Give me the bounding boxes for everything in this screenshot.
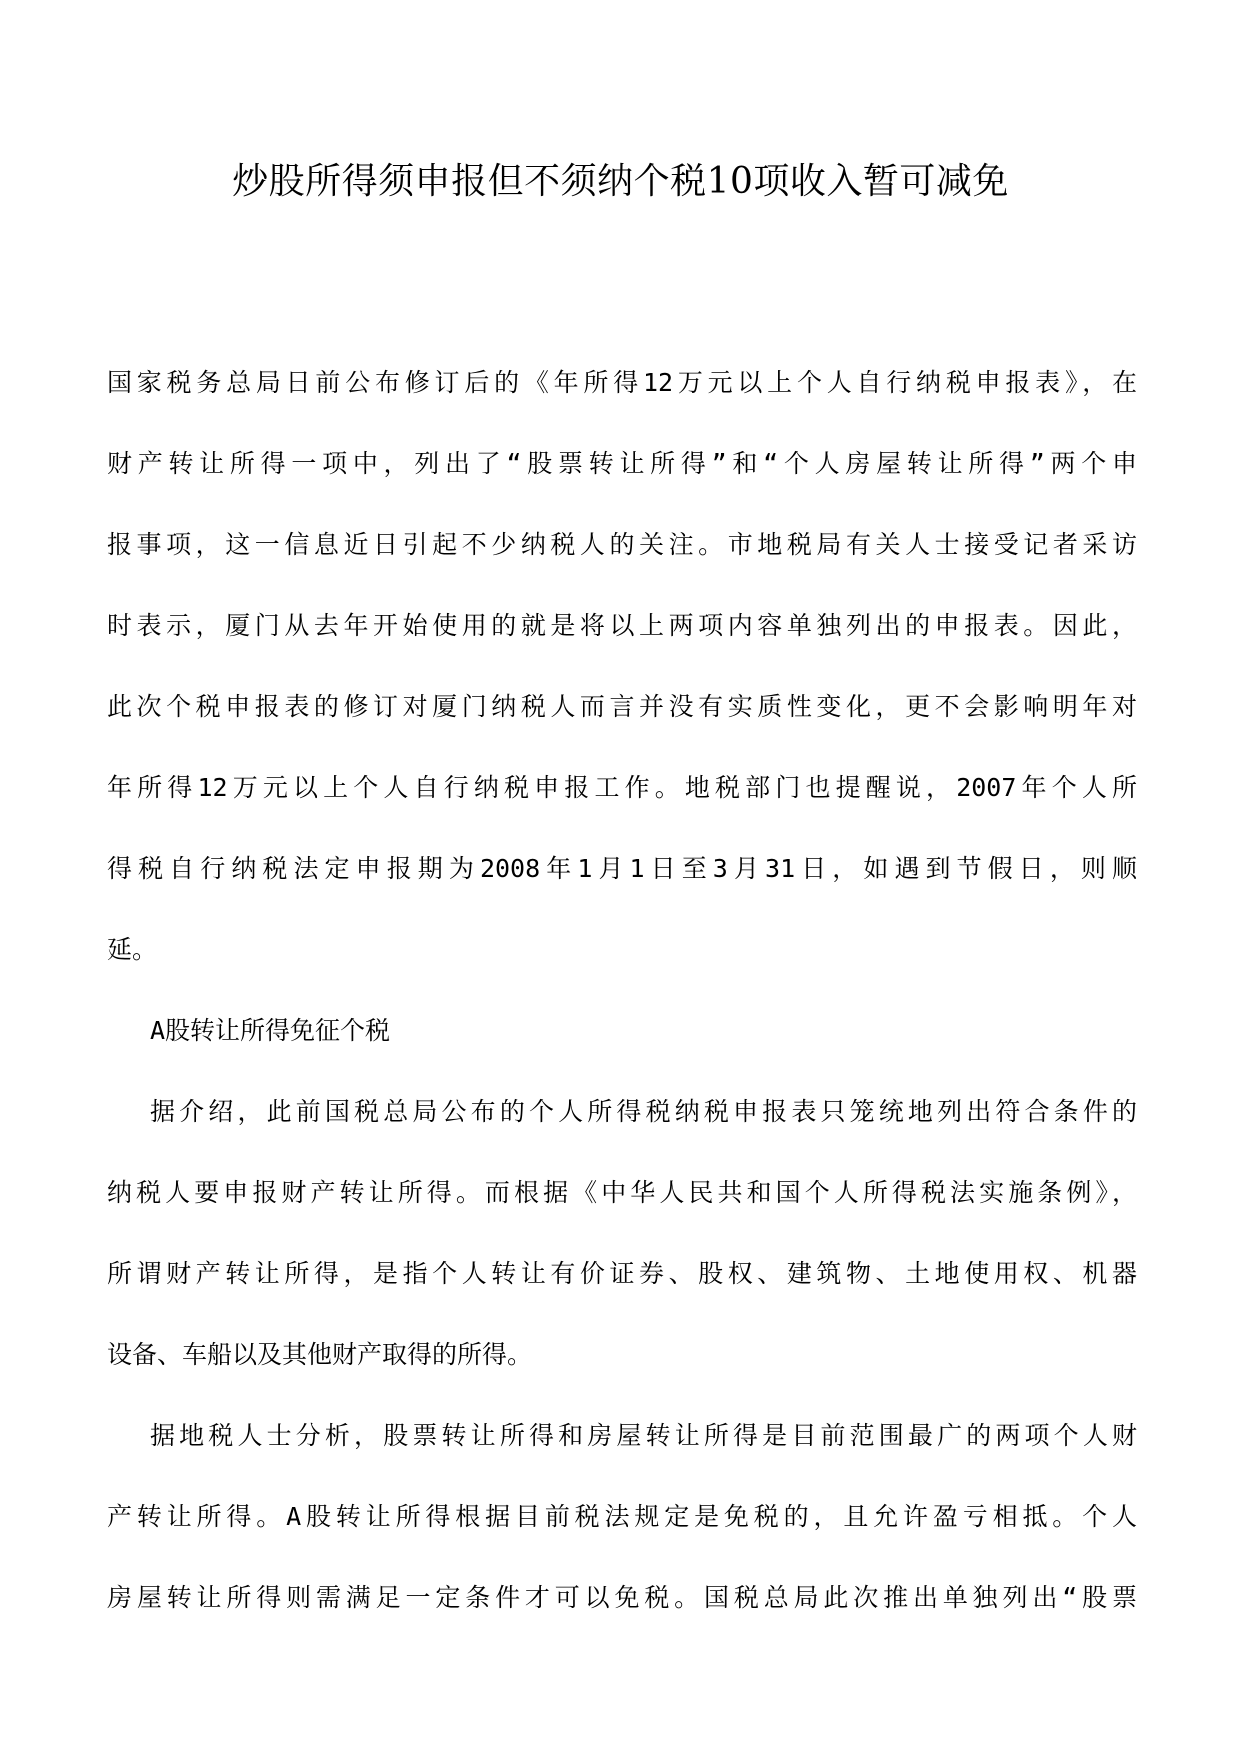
paragraph-1-line-5: 此次个税申报表的修订对厦门纳税人而言并没有实质性变化，更不会影响明年对 <box>107 692 1137 721</box>
paragraph-2-line-3: 所谓财产转让所得，是指个人转让有价证券、股权、建筑物、土地使用权、机器 <box>107 1259 1137 1288</box>
paragraph-2-line-4: 设备、车船以及其他财产取得的所得。 <box>107 1340 533 1369</box>
paragraph-1-line-3: 报事项，这一信息近日引起不少纳税人的关注。市地税局有关人士接受记者采访 <box>107 530 1137 559</box>
document-title: 炒股所得须申报但不须纳个税10项收入暂可减免 <box>232 161 1009 202</box>
section-heading: A股转让所得免征个税 <box>150 1016 391 1045</box>
paragraph-3-line-3: 房屋转让所得则需满足一定条件才可以免税。国税总局此次推出单独列出“股票 <box>107 1583 1137 1612</box>
paragraph-1-line-4: 时表示，厦门从去年开始使用的就是将以上两项内容单独列出的申报表。因此， <box>107 611 1137 640</box>
paragraph-1-line-7: 得税自行纳税法定申报期为2008年1月1日至3月31日，如遇到节假日，则顺 <box>107 854 1137 883</box>
document-body <box>107 342 1137 1638</box>
paragraph-1-line-8: 延。 <box>107 935 158 964</box>
paragraph-1-line-2: 财产转让所得一项中，列出了“股票转让所得”和“个人房屋转让所得”两个申 <box>107 449 1137 478</box>
paragraph-2-line-2: 纳税人要申报财产转让所得。而根据《中华人民共和国个人所得税法实施条例》， <box>107 1178 1137 1207</box>
paragraph-2-line-1: 据介绍，此前国税总局公布的个人所得税纳税申报表只笼统地列出符合条件的 <box>150 1097 1137 1126</box>
paragraph-3-line-2: 产转让所得。A股转让所得根据目前税法规定是免税的，且允许盈亏相抵。个人 <box>107 1502 1137 1531</box>
paragraph-1-line-1: 国家税务总局日前公布修订后的《年所得12万元以上个人自行纳税申报表》，在 <box>107 368 1137 397</box>
paragraph-1-line-6: 年所得12万元以上个人自行纳税申报工作。地税部门也提醒说，2007年个人所 <box>107 773 1137 802</box>
paragraph-3-line-1: 据地税人士分析，股票转让所得和房屋转让所得是目前范围最广的两项个人财 <box>150 1421 1137 1450</box>
